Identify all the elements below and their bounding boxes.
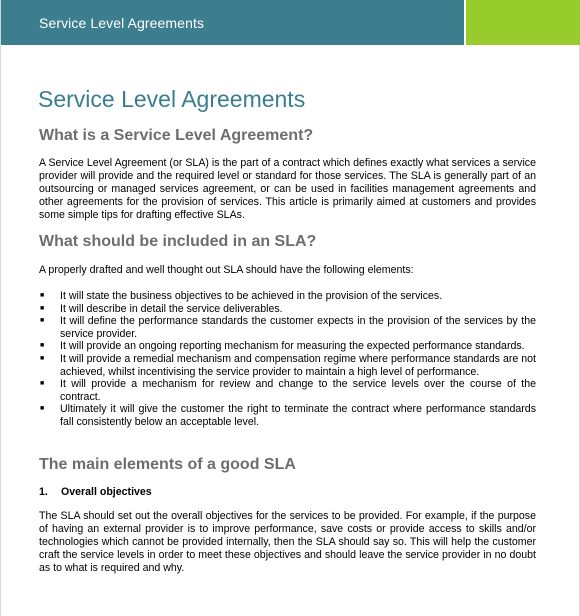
list-item (39, 378, 536, 403)
list-item (39, 290, 536, 303)
section-heading-what-is-sla: What is a Service Level Agreement? (39, 127, 314, 144)
numbered-subheading (39, 486, 152, 498)
header-accent-block (466, 0, 580, 45)
header-title: Service Level Agreements (39, 15, 205, 31)
section-heading-main-elements: The main elements of a good SLA (39, 456, 296, 473)
list-item (39, 353, 536, 378)
list-item-text: It will provide a mechanism for review and change to the service levels over the course of the contract. (60, 378, 536, 403)
list-item-text: It will provide a remedial mechanism and compensation regime where performance standards are not achieved, whilst incentivising the service provider to maintain a high level of performance. (60, 352, 536, 378)
bullet-square-icon: ■ (40, 292, 45, 299)
section-body-overall-objectives: The SLA should set out the overall objectives for the services to be provided. For example, if the purpose of having an external provider is to improve performance, save costs or provide access to skills and/or technologies which cannot be provided internally, then the SLA should say so. This will help the customer craft the service levels in order to meet these objectives and should leave the service provider in no doubt as to what is required and why. (39, 510, 536, 574)
list-item (39, 315, 536, 340)
list-item (39, 340, 536, 353)
list-item (39, 303, 536, 316)
header-band (1, 0, 464, 45)
section-intro-what-included: A properly drafted and well thought out SLA should have the following elements: (39, 264, 414, 276)
elements-bullet-list (39, 290, 536, 429)
list-item-text: It will state the business objectives to be achieved in the provision of the services. (60, 290, 443, 302)
subheading-title: Overall objectives (61, 486, 152, 498)
bullet-square-icon: ■ (40, 317, 45, 325)
bullet-square-icon: ■ (40, 342, 45, 350)
list-item-text: Ultimately it will give the customer the right to terminate the contract where performance standards fall consistently below an acceptable level. (60, 403, 536, 428)
section-heading-what-included: What should be included in an SLA? (39, 233, 317, 250)
list-item-text: It will provide an ongoing reporting mechanism for measuring the expected performance standards. (60, 340, 525, 353)
document-title: Service Level Agreements (38, 86, 306, 112)
bullet-square-icon: ■ (40, 354, 45, 362)
list-item (39, 403, 536, 428)
list-item-text: It will describe in detail the service deliverables. (60, 302, 283, 315)
section-body-what-is-sla: A Service Level Agreement (or SLA) is the part of a contract which defines exactly what services a service provider will provide and the required level or standard for those services. The SLA is generally part of an outsourcing or managed services agreement, or can be used in facilities management agreements and other agreements for the provision of services. This article is primarily aimed at customers and provides some simple tips for drafting effective SLAs. (39, 157, 536, 221)
bullet-square-icon: ■ (40, 380, 45, 388)
bullet-square-icon: ■ (40, 304, 45, 312)
subheading-number: 1. (39, 486, 48, 498)
list-item-text: It will define the performance standards the customer expects in the provision of the services by the service provider. (60, 315, 536, 340)
bullet-square-icon: ■ (40, 405, 45, 413)
